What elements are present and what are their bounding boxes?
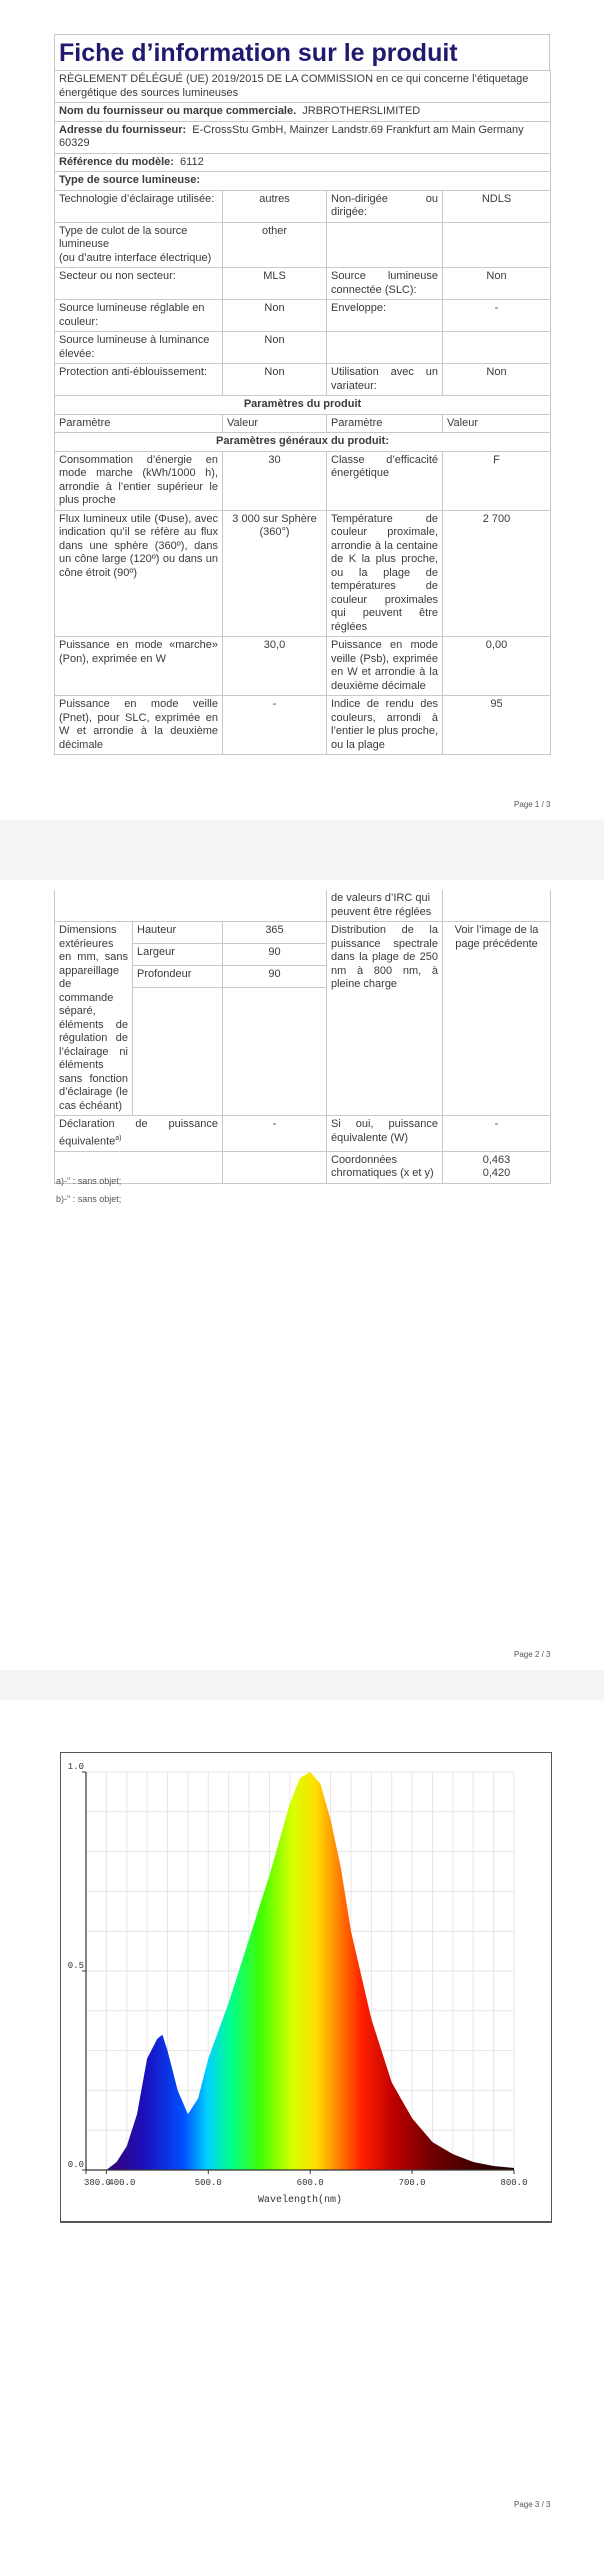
table-cell-label: Consommation d’énergie en mode marche (kWh/1000 h), arrondie à l’entier supérieur le plus proche [55, 451, 223, 510]
table-cell-value: autres [223, 190, 327, 222]
table-cell-label [55, 222, 223, 268]
x-tick-label: 500.0 [194, 2178, 222, 2188]
table-cell-label: Protection anti-éblouissement: [55, 364, 223, 396]
table-cell-label: de valeurs d’IRC qui peuvent être réglées [327, 890, 443, 922]
table-cell-value: Non [223, 332, 327, 364]
table-cell-value: F [443, 451, 551, 510]
x-tick-label: 700.0 [398, 2178, 426, 2188]
y-tick-label: 0.5 [67, 1961, 84, 1971]
table-cell-value: MLS [223, 268, 327, 300]
table-cell-label: Utilisation avec un variateur: [327, 364, 443, 396]
table-cell-label: Non-dirigée ou dirigée: [327, 190, 443, 222]
x-tick-label: 380.0 [84, 2178, 112, 2188]
dim-height-value: 365 [223, 922, 327, 944]
x-tick-label: 800.0 [500, 2178, 528, 2188]
table-cell-label: Secteur ou non secteur: [55, 268, 223, 300]
supplier-label: Nom du fournisseur ou marque commerciale. [59, 105, 297, 117]
table-cell-value: NDLS [443, 190, 551, 222]
table-cell-label: Classe d’efficacité énergétique [327, 451, 443, 510]
col-header-param: Paramètre [327, 414, 443, 433]
footnote-ref: a) [115, 1134, 122, 1142]
params-heading: Paramètres du produit [55, 396, 551, 415]
table-cell-empty [443, 890, 551, 922]
product-info-sheet-continued [54, 890, 550, 1184]
model-row [55, 153, 551, 172]
table-cell-value: Non [443, 364, 551, 396]
supplier-row [55, 103, 551, 122]
table-cell-value: Non [223, 364, 327, 396]
spd-value: Voir l’image de la page précédente [443, 922, 551, 1116]
dim-height-label: Hauteur [133, 922, 223, 944]
table-cell-value: 2 700 [443, 510, 551, 637]
dim-width-label: Largeur [133, 944, 223, 966]
regulation-text: RÈGLEMENT DÉLÉGUÉ (UE) 2019/2015 DE LA COMMISSION en ce qui concerne l’étiquetage énergétique des sources lumineuses [55, 71, 551, 103]
table-cell-label: Source lumineuse connectée (SLC): [327, 268, 443, 300]
general-heading: Paramètres généraux du produit: [55, 433, 551, 452]
equivalent-power-w-label: Si oui, puissance équivalente (W) [327, 1116, 443, 1152]
col-header-value: Valeur [223, 414, 327, 433]
address-row [55, 121, 551, 153]
page-number: Page 3 / 3 [514, 2500, 551, 2509]
table-cell-empty [443, 332, 551, 364]
product-info-table-continued [54, 890, 551, 1184]
page-number: Page 2 / 3 [514, 1650, 551, 1659]
page-number: Page 1 / 3 [514, 800, 551, 809]
table-cell-value: 3 000 sur Sphère (360°) [223, 510, 327, 637]
col-header-value: Valeur [443, 414, 551, 433]
table-cell-label: Température de couleur proximale, arrondie à la centaine de K la plus proche, ou la plage de températures de couleur proximales qui peuvent être réglées [327, 510, 443, 637]
table-cell-value: 30 [223, 451, 327, 510]
equivalent-power-w-value: - [443, 1116, 551, 1152]
x-axis-label: Wavelength(nm) [257, 2195, 343, 2206]
chromaticity-values [443, 1151, 551, 1183]
model-label: Référence du modèle: [59, 155, 174, 168]
table-cell-value: Non [443, 268, 551, 300]
table-cell-value: other [223, 222, 327, 268]
x-tick-label: 600.0 [296, 2178, 324, 2188]
table-cell-empty [55, 890, 327, 922]
table-cell-value: 0,00 [443, 637, 551, 696]
product-info-table [54, 70, 551, 755]
spectral-chart-svg [60, 1752, 552, 2232]
table-cell-empty [443, 222, 551, 268]
chromaticity-y: 0,420 [482, 1167, 511, 1180]
table-cell-label: Enveloppe: [327, 300, 443, 332]
equivalent-power-value: - [223, 1116, 327, 1152]
cap-type-sublabel: (ou d’autre interface électrique) [59, 251, 212, 264]
table-cell-empty [223, 988, 327, 1116]
table-cell-value: 95 [443, 696, 551, 755]
address-label: Adresse du fournisseur: [59, 123, 187, 136]
supplier-value: JRBROTHERSLIMITED [302, 105, 421, 117]
address-value: E-CrossStu GmbH, Mainzer Landstr.69 Frankfurt am Main Germany 60329 [59, 123, 524, 149]
dim-depth-value: 90 [223, 966, 327, 988]
table-cell-empty [223, 1151, 327, 1183]
product-info-sheet [54, 34, 550, 755]
cap-type-label: Type de culot de la source lumineuse [59, 224, 188, 250]
y-tick-label: 0.0 [67, 2160, 84, 2170]
spectral-distribution-chart [60, 1752, 552, 2232]
equivalent-power-label: Déclaration de puissance équivalente$^{a)}$ [55, 1116, 223, 1152]
col-header-param: Paramètre [55, 414, 223, 433]
y-tick-label: 1.0 [67, 1762, 84, 1772]
dimensions-label: Dimensions extérieures en mm, sans appareillage de commande séparé, éléments de régulation de l’éclairage ni éléments sans fonction d’éclairage (le cas échéant) [55, 922, 133, 1116]
dim-width-value: 90 [223, 944, 327, 966]
table-cell-label: Indice de rendu des couleurs, arrondi à l’entier le plus proche, ou la plage [327, 696, 443, 755]
table-cell-label: Technologie d’éclairage utilisée: [55, 190, 223, 222]
table-cell-label: Puissance en mode veille (Psb), exprimée en W et arrondie à la deuxième décimale [327, 637, 443, 696]
x-tick-label: 400.0 [108, 2178, 136, 2188]
table-cell-label: Source lumineuse réglable en couleur: [55, 300, 223, 332]
table-cell-empty [327, 222, 443, 268]
table-cell-value: Non [223, 300, 327, 332]
table-cell-empty [133, 988, 223, 1116]
table-cell-label: Source lumineuse à luminance élevée: [55, 332, 223, 364]
table-cell-label: Puissance en mode veille (Pnet), pour SLC, exprimée en W et arrondie à la deuxième décimale [55, 696, 223, 755]
table-cell-value: - [443, 300, 551, 332]
page-title: Fiche d’information sur le produit [54, 34, 550, 70]
page-1 [0, 0, 604, 820]
table-cell-value: - [223, 696, 327, 755]
spd-label: Distribution de la puissance spectrale dans la plage de 250 nm à 800 nm, à pleine charge [327, 922, 443, 1116]
chromaticity-x: 0,463 [482, 1153, 511, 1166]
footnote-b: b)-" : sans objet; [56, 1194, 122, 1204]
dim-depth-label: Profondeur [133, 966, 223, 988]
chromaticity-label: Coordonnées chromatiques (x et y) [327, 1151, 443, 1183]
footnote-a: a)-" : sans objet; [56, 1176, 122, 1186]
table-cell-value: 30,0 [223, 637, 327, 696]
model-value: 6112 [180, 155, 204, 168]
table-cell-label: Puissance en mode «marche» (Pon), exprimée en W [55, 637, 223, 696]
table-cell-empty [327, 332, 443, 364]
source-type-heading: Type de source lumineuse: [55, 172, 551, 191]
table-cell-label: Flux lumineux utile (Φuse), avec indication qu’il se réfère au flux dans une sphère (360º), dans un cône large (120º) ou dans un cône étroit (90º) [55, 510, 223, 637]
